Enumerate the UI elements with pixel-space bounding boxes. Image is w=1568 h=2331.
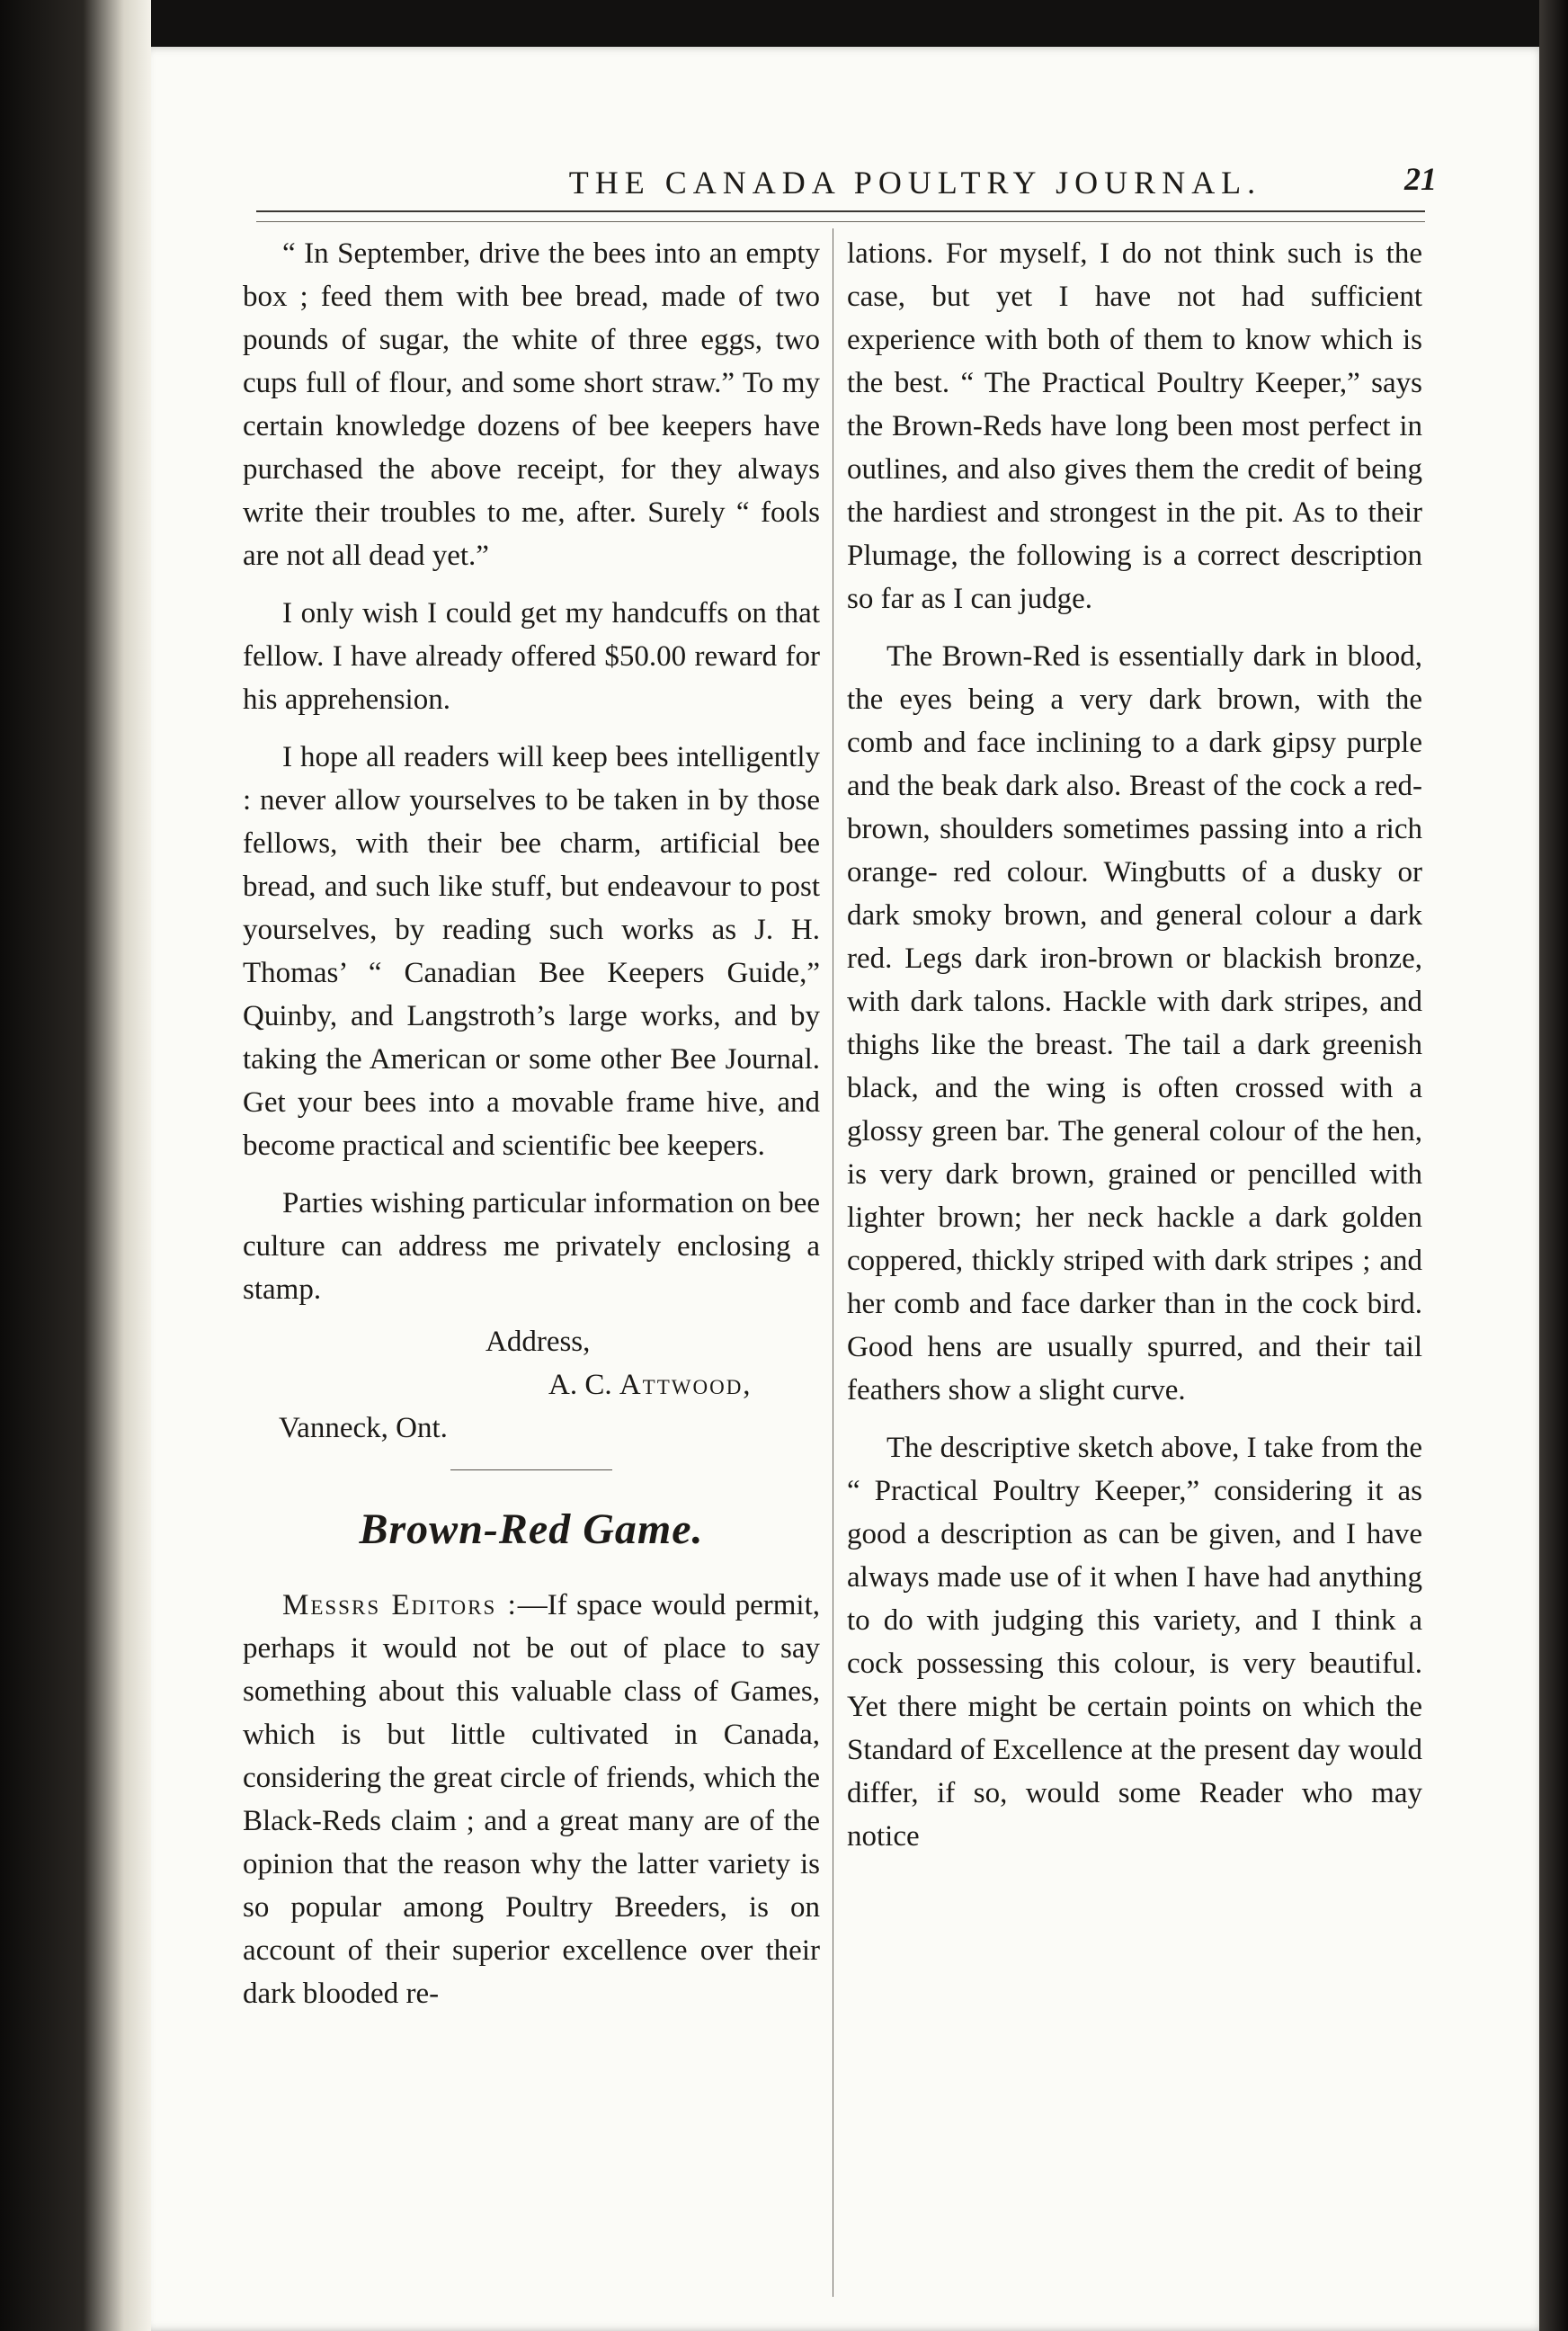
running-head: THE CANADA POULTRY JOURNAL. [568,165,1262,201]
left-paragraph-1: “ In September, drive the bees into an empty box ; feed them with bee bread, made of two pounds of sugar, the white of three eggs, two cups full of flour, and some short straw.” To my certain knowledge dozens of bee keepers have purchased the above receipt, for they always write their troubles to me, after. Surely “ fools are not all dead yet.” [243,237,820,572]
header-rule [256,210,1425,212]
author-surname: Attwood, [619,1369,753,1401]
section-divider [450,1469,612,1470]
page-number: 21 [1404,161,1437,197]
right-column [847,232,1422,1858]
right-paragraph-2: The Brown-Red is essentially dark in blood, the eyes being a very dark brown, with the comb and face inclining to a dark gipsy purple and the beak dark also. Breast of the cock a red-brown, shoulders sometimes passing into a rich orange- red colour. Wingbutts of a dusky or dark smoky brown, and general colour a dark red. Legs dark iron-brown or blackish bronze, with dark talons. Hackle with dark stripes, and thighs like the breast. The tail a dark greenish black, and the wing is often crossed with a glossy green bar. The general colour of the hen, is very dark brown, grained or pencilled with lighter brown; her neck hackle a dark golden coppered, thickly striped with dark stripes ; and her comb and face darker than in the cock bird. Good hens are usually spurred, and their tail feathers show a slight curve. [847,640,1422,1407]
left-paragraph-3: I hope all readers will keep bees intelligently : never allow yourselves to be taken in by those fellows, with their bee charm, artificial bee bread, and such like stuff, but endeavour to post yourselves, by reading such works as J. H. Thomas’ “ Canadian Bee Keepers Guide,” Quinby, and Langstroth’s large works, and by taking the American or some other Bee Journal. Get your bees into a movable frame hive, and become practical and scientific bee keepers. [243,741,820,1162]
page-header [151,161,1437,209]
right-paragraph-3: The descriptive sketch above, I take from the “ Practical Poultry Keeper,” considering it as good a description as can be given, and I have always made use of it when I have had anything to do with judging this variety, and I think a cock possessing this colour, is very beautiful. Yet there might be certain points on which the Standard of Excellence at the present day would differ, if so, would some Reader who may notice [847,1432,1422,1853]
left-paragraph-2: I only wish I could get my handcuffs on that fellow. I have already offered $50.00 reward for his apprehension. [243,597,820,716]
scan-right-margin [1539,0,1568,2331]
signoff-address-label: Address, [486,1326,591,1358]
scan-left-margin [0,0,151,2331]
left-column [243,232,820,2015]
signoff-place: Vanneck, Ont. [279,1412,448,1444]
salutation-body: —If space would permit, perhaps it would not be out of place to say something about this valuable class of Games, which is but little cultivated in Canada, considering the great circle of friends, which the Black-Reds claim ; and a great many are of the opinion that the reason why the latter variety is so popular among Poultry Breeders, is on account of their superior excellence over their dark blooded re- [243,1589,821,2010]
left-paragraph-4: Parties wishing particular information on bee culture can address me privately enclosing a stamp. [243,1187,820,1306]
left-paragraph-5 [243,1584,820,2015]
salutation: Messrs Editors : [282,1589,518,1621]
signoff-author [243,1363,820,1407]
author-initials: A. C. [548,1369,612,1401]
header-rule-thin [256,221,1425,222]
article-title: Brown-Red Game. [359,1505,704,1553]
right-paragraph-1: lations. For myself, I do not think such is the case, but yet I have not had sufficient experience with both of them to know which is the best. “ The Practical Poultry Keeper,” says the Brown-Reds have long been most perfect in outlines, and also gives them the credit of being the hardiest and strongest in the pit. As to their Plumage, the following is a correct description so far as I can judge. [847,237,1422,615]
